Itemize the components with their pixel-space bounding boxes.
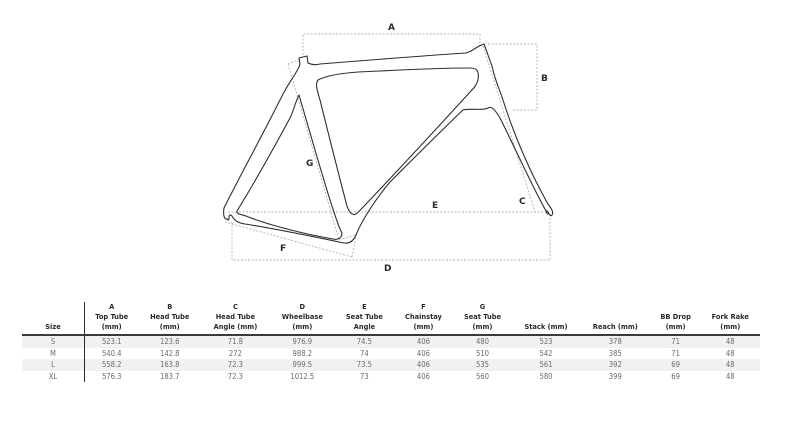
dimension-c-line bbox=[483, 46, 535, 212]
cell-stack: 523 bbox=[512, 335, 580, 348]
cell-head-tube-angle: 71.8 bbox=[201, 335, 270, 348]
cell-chainstay: 406 bbox=[394, 359, 453, 371]
table-header-row bbox=[22, 302, 760, 335]
cell-seat-tube: 510 bbox=[453, 348, 512, 360]
cell-reach: 385 bbox=[580, 348, 651, 360]
dimension-g-line bbox=[288, 64, 339, 240]
label-e: E bbox=[432, 201, 439, 211]
col-header-size: Size bbox=[22, 302, 85, 335]
cell-fork-rake: 48 bbox=[701, 348, 760, 360]
col-header-head-tube-angle: C Head Tube Angle (mm) bbox=[201, 302, 270, 335]
cell-fork-rake: 48 bbox=[701, 359, 760, 371]
cell-seat-tube-angle: 74.5 bbox=[335, 335, 394, 348]
cell-wheelbase: 1012.5 bbox=[270, 371, 335, 383]
cell-size: M bbox=[22, 348, 85, 360]
cell-chainstay: 406 bbox=[394, 371, 453, 383]
bike-frame bbox=[224, 44, 553, 243]
dimension-g-tick-top bbox=[288, 60, 299, 64]
fork-inner-edge bbox=[227, 107, 546, 243]
cell-head-tube: 123.6 bbox=[138, 335, 201, 348]
cell-seat-tube-angle: 73 bbox=[335, 371, 394, 383]
cell-seat-tube: 560 bbox=[453, 371, 512, 383]
cell-reach: 378 bbox=[580, 335, 651, 348]
cell-wheelbase: 999.5 bbox=[270, 359, 335, 371]
geometry-table bbox=[22, 302, 760, 382]
cell-top-tube: 558.2 bbox=[85, 359, 139, 371]
label-f: F bbox=[280, 244, 287, 254]
cell-bb-drop: 71 bbox=[651, 335, 701, 348]
cell-chainstay: 406 bbox=[394, 335, 453, 348]
cell-size: L bbox=[22, 359, 85, 371]
cell-stack: 542 bbox=[512, 348, 580, 360]
col-header-top-tube: A Top Tube (mm) bbox=[85, 302, 139, 335]
cell-fork-rake: 48 bbox=[701, 335, 760, 348]
label-a: A bbox=[388, 23, 395, 33]
cell-reach: 392 bbox=[580, 359, 651, 371]
cell-wheelbase: 988.2 bbox=[270, 348, 335, 360]
label-c: C bbox=[519, 197, 526, 207]
col-header-reach: Reach (mm) bbox=[580, 302, 651, 335]
col-header-wheelbase: D Wheelbase (mm) bbox=[270, 302, 335, 335]
cell-seat-tube: 480 bbox=[453, 335, 512, 348]
col-header-seat-tube-angle: E Seat Tube Angle bbox=[335, 302, 394, 335]
cell-bb-drop: 69 bbox=[651, 359, 701, 371]
cell-seat-tube-angle: 73.5 bbox=[335, 359, 394, 371]
label-d: D bbox=[384, 264, 392, 274]
cell-head-tube-angle: 72.3 bbox=[201, 359, 270, 371]
cell-top-tube: 540.4 bbox=[85, 348, 139, 360]
cell-head-tube-angle: 272 bbox=[201, 348, 270, 360]
col-header-head-tube: B Head Tube (mm) bbox=[138, 302, 201, 335]
col-header-chainstay: F Chainstay (mm) bbox=[394, 302, 453, 335]
cell-top-tube: 523.1 bbox=[85, 335, 139, 348]
main-triangle-inner bbox=[317, 68, 479, 215]
label-b: B bbox=[541, 74, 548, 84]
col-header-fork-rake: Fork Rake (mm) bbox=[701, 302, 760, 335]
table-row-s bbox=[22, 335, 760, 348]
cell-top-tube: 576.3 bbox=[85, 371, 139, 383]
col-header-bb-drop: BB Drop (mm) bbox=[651, 302, 701, 335]
dimension-a-line bbox=[303, 34, 480, 55]
cell-fork-rake: 48 bbox=[701, 371, 760, 383]
cell-bb-drop: 69 bbox=[651, 371, 701, 383]
cell-chainstay: 406 bbox=[394, 348, 453, 360]
cell-stack: 561 bbox=[512, 359, 580, 371]
cell-seat-tube: 535 bbox=[453, 359, 512, 371]
col-header-seat-tube: G Seat Tube (mm) bbox=[453, 302, 512, 335]
rear-triangle-inner bbox=[237, 95, 342, 239]
cell-wheelbase: 976.9 bbox=[270, 335, 335, 348]
cell-head-tube: 142.8 bbox=[138, 348, 201, 360]
cell-seat-tube-angle: 74 bbox=[335, 348, 394, 360]
cell-head-tube-angle: 72.3 bbox=[201, 371, 270, 383]
col-header-stack: Stack (mm) bbox=[512, 302, 580, 335]
cell-head-tube: 163.8 bbox=[138, 359, 201, 371]
table-row-l bbox=[22, 359, 760, 371]
table-row-m bbox=[22, 348, 760, 360]
cell-reach: 399 bbox=[580, 371, 651, 383]
cell-head-tube: 183.7 bbox=[138, 371, 201, 383]
cell-stack: 580 bbox=[512, 371, 580, 383]
cell-size: XL bbox=[22, 371, 85, 383]
cell-size: S bbox=[22, 335, 85, 348]
cell-bb-drop: 71 bbox=[651, 348, 701, 360]
label-g: G bbox=[306, 159, 314, 169]
table-row-xl bbox=[22, 371, 760, 383]
